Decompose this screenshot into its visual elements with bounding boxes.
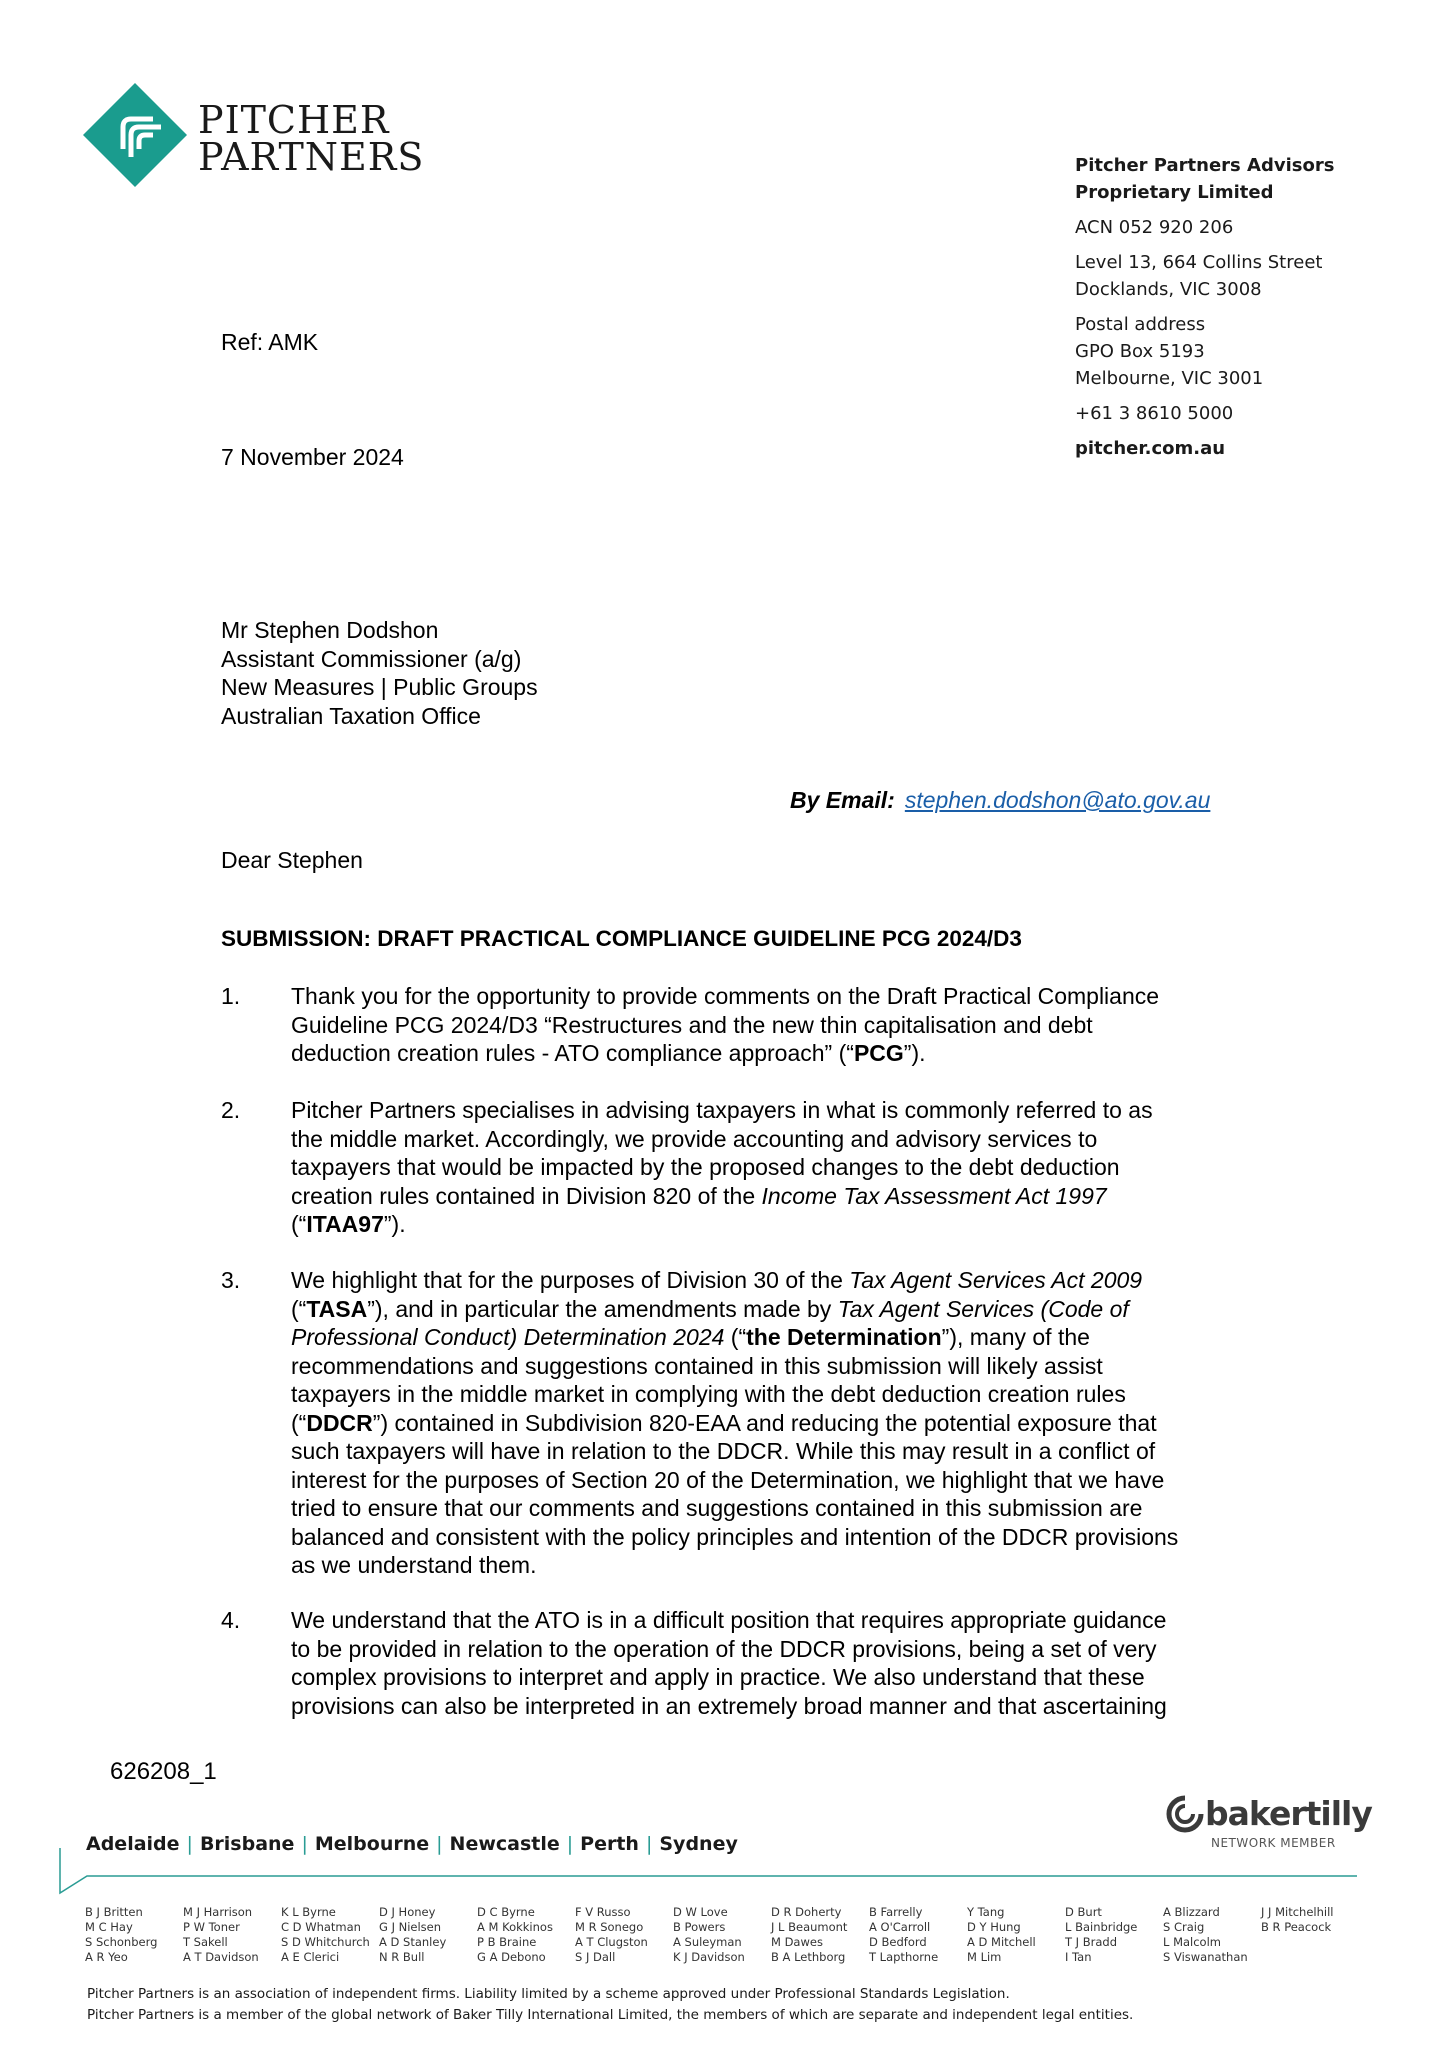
partner-name: A M Kokkinos — [477, 1920, 553, 1934]
paragraph-line: taxpayers in the middle market in complying with the debt deduction creation rules — [291, 1381, 1126, 1407]
office-item: Adelaide — [86, 1833, 180, 1855]
partner-name: M Lim — [967, 1950, 1002, 1964]
partner-name: A D Stanley — [379, 1935, 447, 1949]
paragraph-text — [291, 982, 1251, 1068]
recipient-line: Australian Taxation Office — [221, 702, 481, 729]
office-item: Sydney — [659, 1833, 738, 1855]
partner-name: L Malcolm — [1163, 1935, 1221, 1949]
paragraph-line: We understand that the ATO is in a difficult position that requires appropriate guidance — [291, 1607, 1167, 1633]
by-email-line — [790, 786, 1210, 815]
partner-column — [575, 1905, 648, 1965]
pitcher-partners-logo — [83, 83, 425, 188]
office-item: Perth — [580, 1833, 639, 1855]
partner-column — [869, 1905, 938, 1965]
logo-word-1: PITCHER — [198, 98, 390, 142]
partner-name: K L Byrne — [281, 1905, 336, 1919]
partner-name: J L Beaumont — [771, 1920, 848, 1934]
paragraph-line: (“ITAA97”). — [291, 1211, 406, 1237]
by-email-label: By Email: — [790, 787, 895, 813]
partner-name: A Suleyman — [673, 1935, 742, 1949]
paragraph-line: taxpayers that would be impacted by the proposed changes to the debt deduction — [291, 1154, 1120, 1180]
partner-name: N R Bull — [379, 1950, 425, 1964]
partner-column — [183, 1905, 259, 1965]
email-link[interactable]: stephen.dodshon@ato.gov.au — [904, 787, 1211, 813]
paragraph-line: such taxpayers will have in relation to the DDCR. While this may result in a conflict of — [291, 1438, 1156, 1464]
paragraph-line: (“TASA”), and in particular the amendments made by Tax Agent Services (Code of — [291, 1295, 1129, 1322]
partner-name: A T Clugston — [575, 1935, 648, 1949]
salutation: Dear Stephen — [221, 847, 363, 873]
company-name-2: Proprietary Limited — [1075, 182, 1274, 203]
partner-name: D Bedford — [869, 1935, 927, 1949]
paragraph-line: We highlight that for the purposes of Division 30 of the Tax Agent Services Act 2009 — [291, 1267, 1143, 1293]
paragraph-line: interest for the purposes of Section 20 of the Determination, we highlight that we have — [291, 1466, 1165, 1493]
paragraph-text — [291, 1266, 1251, 1580]
partner-name: P W Toner — [183, 1920, 240, 1934]
partner-name: B J Britten — [85, 1905, 143, 1919]
paragraph-line: Professional Conduct) Determination 2024 (“the Determination”), many of the — [291, 1324, 1090, 1350]
partner-name: M Dawes — [771, 1935, 823, 1949]
paragraph-number: 1. — [221, 983, 241, 1009]
company-phone: +61 3 8610 5000 — [1075, 403, 1234, 424]
partner-name: S Schonberg — [85, 1935, 158, 1949]
partner-column — [967, 1905, 1036, 1965]
partner-name: M J Harrison — [183, 1905, 253, 1919]
paragraph-line: as we understand them. — [291, 1552, 537, 1578]
partner-name: I Tan — [1065, 1950, 1092, 1964]
partner-name: T Sakell — [183, 1935, 228, 1949]
partner-column — [1261, 1905, 1333, 1935]
partner-name: S J Dall — [575, 1950, 616, 1964]
office-item: Newcastle — [449, 1833, 560, 1855]
legal-line-1: Pitcher Partners is an association of independent firms. Liability limited by a scheme approved under Professional Standards Legislation. — [87, 1986, 1010, 2002]
legal-line-2: Pitcher Partners is a member of the global network of Baker Tilly International Limited, the members of which are separate and independent legal entities. — [87, 2007, 1134, 2023]
paragraph-text — [291, 1096, 1251, 1239]
office-list: Adelaide | Brisbane | Melbourne | Newcastle | Perth | Sydney — [86, 1833, 738, 1855]
recipient-block — [221, 616, 538, 730]
partner-name: D Y Hung — [967, 1920, 1021, 1934]
partner-name: D Burt — [1065, 1905, 1102, 1919]
partner-name: S D Whitchurch — [281, 1935, 370, 1949]
partner-column — [1065, 1905, 1137, 1965]
paragraph-line: tried to ensure that our comments and suggestions contained in this submission are — [291, 1495, 1143, 1521]
postal-line-2: Melbourne, VIC 3001 — [1075, 368, 1264, 389]
partner-name: B A Lethborg — [771, 1950, 846, 1964]
partner-name: J J Mitchelhill — [1261, 1905, 1334, 1919]
partner-name: A Blizzard — [1163, 1905, 1220, 1919]
partner-name: M C Hay — [85, 1920, 133, 1934]
paragraph-line: creation rules contained in Division 820 of the Income Tax Assessment Act 1997 — [291, 1182, 1107, 1209]
paragraph-line: Guideline PCG 2024/D3 “Restructures and the new thin capitalisation and debt — [291, 1011, 1093, 1038]
network-member-label: NETWORK MEMBER — [1211, 1836, 1336, 1850]
paragraph-number: 3. — [221, 1267, 241, 1293]
company-name-1: Pitcher Partners Advisors — [1075, 155, 1335, 176]
address-line-2: Docklands, VIC 3008 — [1075, 279, 1262, 300]
partner-column — [85, 1905, 157, 1965]
partner-name: G A Debono — [477, 1950, 546, 1964]
bakertilly-word: bakertilly — [1205, 1794, 1372, 1833]
partner-name: C D Whatman — [281, 1920, 361, 1934]
partner-name: S Viswanathan — [1163, 1950, 1248, 1964]
paragraph-line: Pitcher Partners specialises in advising taxpayers in what is commonly referred to as — [291, 1097, 1153, 1123]
letter-date: 7 November 2024 — [221, 444, 404, 470]
partner-name: A O'Carroll — [869, 1920, 931, 1934]
office-item: Brisbane — [199, 1833, 295, 1855]
partner-list — [85, 1905, 1385, 1975]
partner-name: D R Doherty — [771, 1905, 842, 1919]
company-details — [1075, 152, 1415, 462]
paragraph-line: provisions can also be interpreted in an extremely broad manner and that ascertaining — [291, 1692, 1167, 1719]
partner-name: Y Tang — [967, 1905, 1005, 1919]
partner-column — [281, 1905, 370, 1965]
partner-name: D C Byrne — [477, 1905, 535, 1919]
letter-ref: Ref: AMK — [221, 329, 319, 355]
company-acn: ACN 052 920 206 — [1075, 217, 1234, 238]
partner-name: S Craig — [1163, 1920, 1205, 1934]
recipient-line: New Measures | Public Groups — [221, 674, 538, 700]
partner-name: M R Sonego — [575, 1920, 644, 1934]
partner-name: B Powers — [673, 1920, 726, 1934]
partner-name: P B Braine — [477, 1935, 537, 1949]
partner-name: A T Davidson — [183, 1950, 259, 1964]
company-website[interactable]: pitcher.com.au — [1075, 438, 1226, 459]
paragraph-text — [291, 1606, 1251, 1720]
partner-name: D J Honey — [379, 1905, 436, 1919]
subject-heading: SUBMISSION: DRAFT PRACTICAL COMPLIANCE GUIDELINE PCG 2024/D3 — [221, 926, 1022, 951]
partner-name: L Bainbridge — [1065, 1920, 1138, 1934]
partner-name: F V Russo — [575, 1905, 631, 1919]
document-reference: 626208_1 — [110, 1758, 217, 1785]
paragraph-line: Thank you for the opportunity to provide comments on the Draft Practical Compliance — [291, 983, 1160, 1009]
paragraph-line: complex provisions to interpret and apply in practice. We also understand that these — [291, 1664, 1145, 1690]
recipient-line: Mr Stephen Dodshon — [221, 617, 439, 643]
address-line-1: Level 13, 664 Collins Street — [1075, 252, 1323, 273]
partner-name: B Farrelly — [869, 1905, 923, 1919]
paragraph-line: to be provided in relation to the operation of the DDCR provisions, being a set of very — [291, 1635, 1157, 1662]
partner-name: K J Davidson — [673, 1950, 745, 1964]
postal-label: Postal address — [1075, 314, 1206, 335]
paragraph-line: (“DDCR”) contained in Subdivision 820-EAA and reducing the potential exposure that — [291, 1409, 1157, 1436]
paragraph-line: balanced and consistent with the policy principles and intention of the DDCR provisions — [291, 1523, 1179, 1550]
bakertilly-logo — [1165, 1790, 1372, 1855]
diamond-logo-icon — [83, 83, 188, 188]
partner-name: A D Mitchell — [967, 1935, 1036, 1949]
paragraph-number: 4. — [221, 1607, 241, 1633]
partner-column — [771, 1905, 847, 1965]
partner-name: G J Nielsen — [379, 1920, 442, 1934]
partner-name: D W Love — [673, 1905, 728, 1919]
recipient-line: Assistant Commissioner (a/g) — [221, 645, 522, 672]
partner-column — [477, 1905, 553, 1965]
legal-notice — [87, 1984, 1133, 2026]
partner-name: B R Peacock — [1261, 1920, 1332, 1934]
paragraph-line: the middle market. Accordingly, we provide accounting and advisory services to — [291, 1125, 1098, 1152]
partner-column — [379, 1905, 446, 1965]
partner-column — [673, 1905, 745, 1965]
paragraph-line: deduction creation rules - ATO compliance approach” (“PCG”). — [291, 1040, 926, 1066]
bakertilly-swirl-icon — [1165, 1794, 1205, 1834]
partner-column — [1163, 1905, 1248, 1965]
postal-line-1: GPO Box 5193 — [1075, 341, 1205, 362]
office-item: Melbourne — [314, 1833, 430, 1855]
partner-name: T J Bradd — [1065, 1935, 1117, 1949]
partner-name: A R Yeo — [85, 1950, 128, 1964]
paragraph-number: 2. — [221, 1097, 241, 1123]
logo-word-2: PARTNERS — [198, 135, 425, 179]
partner-name: T Lapthorne — [869, 1950, 939, 1964]
paragraph-line: recommendations and suggestions contained in this submission will likely assist — [291, 1352, 1103, 1379]
partner-name: A E Clerici — [281, 1950, 340, 1964]
